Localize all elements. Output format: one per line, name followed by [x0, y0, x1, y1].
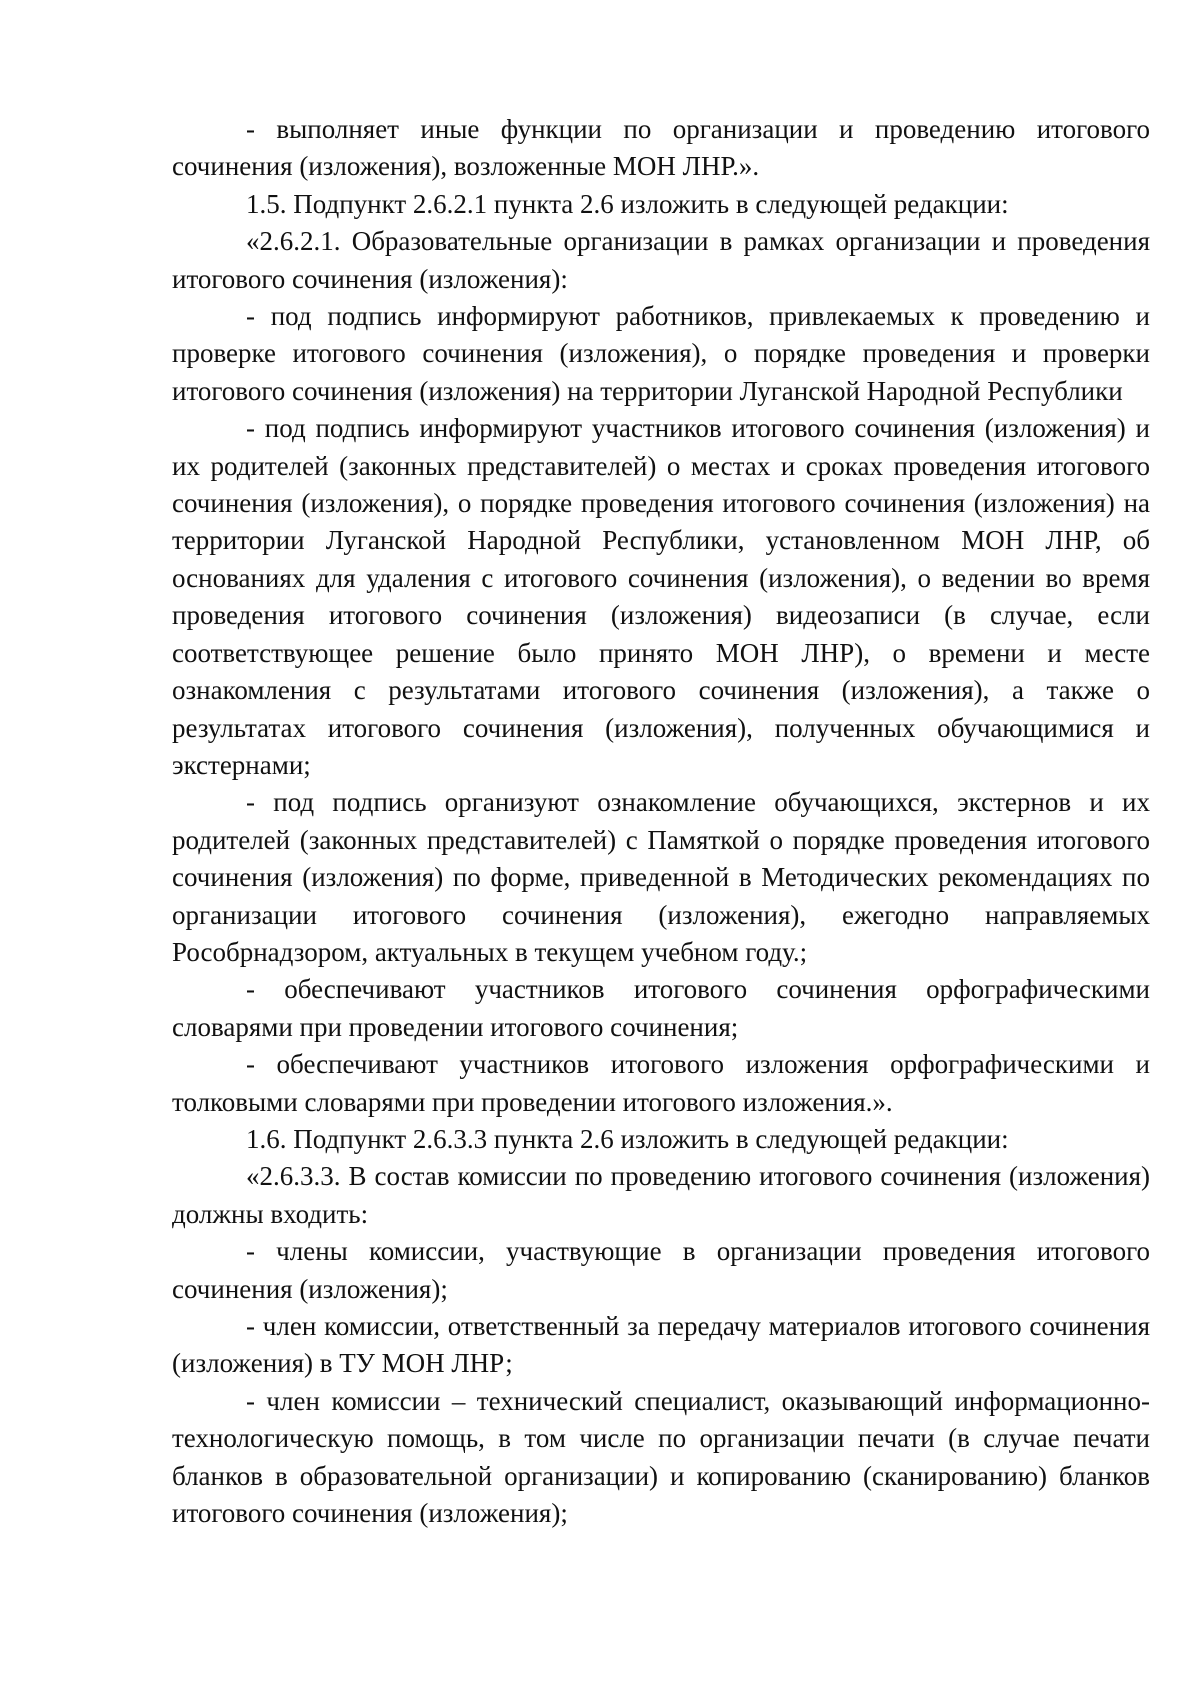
paragraph-technical-specialist: - член комиссии – технический специалист, оказывающий информационно- технологическую помощь, в том числе по организации печати (в случае печати бланков в образовательной организации) и копированию (сканированию) бланков итогового сочинения (изложения);	[172, 1385, 1150, 1529]
paragraph-2-6-3-3-intro: «2.6.3.3. В состав комиссии по проведению итогового сочинения (изложения) должны входить:	[172, 1161, 1150, 1229]
paragraph-2-6-2-1-intro: «2.6.2.1. Образовательные организации в рамках организации и проведения итогового сочинения (изложения):	[172, 226, 1150, 294]
paragraph-item-1-5: 1.5. Подпункт 2.6.2.1 пункта 2.6 изложить в следующей редакции:	[246, 188, 1009, 219]
paragraph-inform-workers: - под подпись информируют работников, привлекаемых к проведению и проверке итогового сочинения (изложения), о порядке проведения и проверки итогового сочинения (изложения) на территории Луганской Народной Республики	[172, 301, 1150, 406]
paragraph-other-functions: - выполняет иные функции по организации и проведению итогового сочинения (изложения), возложенные МОН ЛНР.».	[172, 114, 1150, 182]
paragraph-organize-familiarization: - под подпись организуют ознакомление обучающихся, экстернов и их родителей (законных представителей) с Памяткой о порядке проведения итогового сочинения (изложения) по форме, приведенной в Методических рекомендациях по организации итогового сочинения (изложения), ежегодно направляемых Рособрнадзором, актуальных в текущем учебном году.;	[172, 787, 1150, 967]
paragraph-transfer-member: - член комиссии, ответственный за передачу материалов итогового сочинения (изложения) в ТУ МОН ЛНР;	[172, 1311, 1150, 1379]
document-page	[172, 111, 1150, 1532]
paragraph-presentation-dictionaries: - обеспечивают участников итогового изложения орфографическими и толковыми словарями при проведении итогового изложения.».	[172, 1049, 1150, 1117]
paragraph-essay-dictionaries: - обеспечивают участников итогового сочинения орфографическими словарями при проведении итогового сочинения;	[172, 974, 1150, 1042]
paragraph-commission-members: - члены комиссии, участвующие в организации проведения итогового сочинения (изложения);	[172, 1236, 1150, 1304]
paragraph-inform-participants: - под подпись информируют участников итогового сочинения (изложения) и их родителей (законных представителей) о местах и сроках проведения итогового сочинения (изложения), о порядке проведения итогового сочинения (изложения) на территории Луганской Народной Республики, установленном МОН ЛНР, об основаниях для удаления с итогового сочинения (изложения), о ведении во время проведения итогового сочинения (изложения) видеозаписи (в случае, если соответствующее решение было принято МОН ЛНР), о времени и месте ознакомления с результатами итогового сочинения (изложения), а также о результатах итогового сочинения (изложения), полученных обучающимися и экстернами;	[172, 413, 1150, 780]
paragraph-item-1-6: 1.6. Подпункт 2.6.3.3 пункта 2.6 изложить в следующей редакции:	[246, 1123, 1009, 1154]
